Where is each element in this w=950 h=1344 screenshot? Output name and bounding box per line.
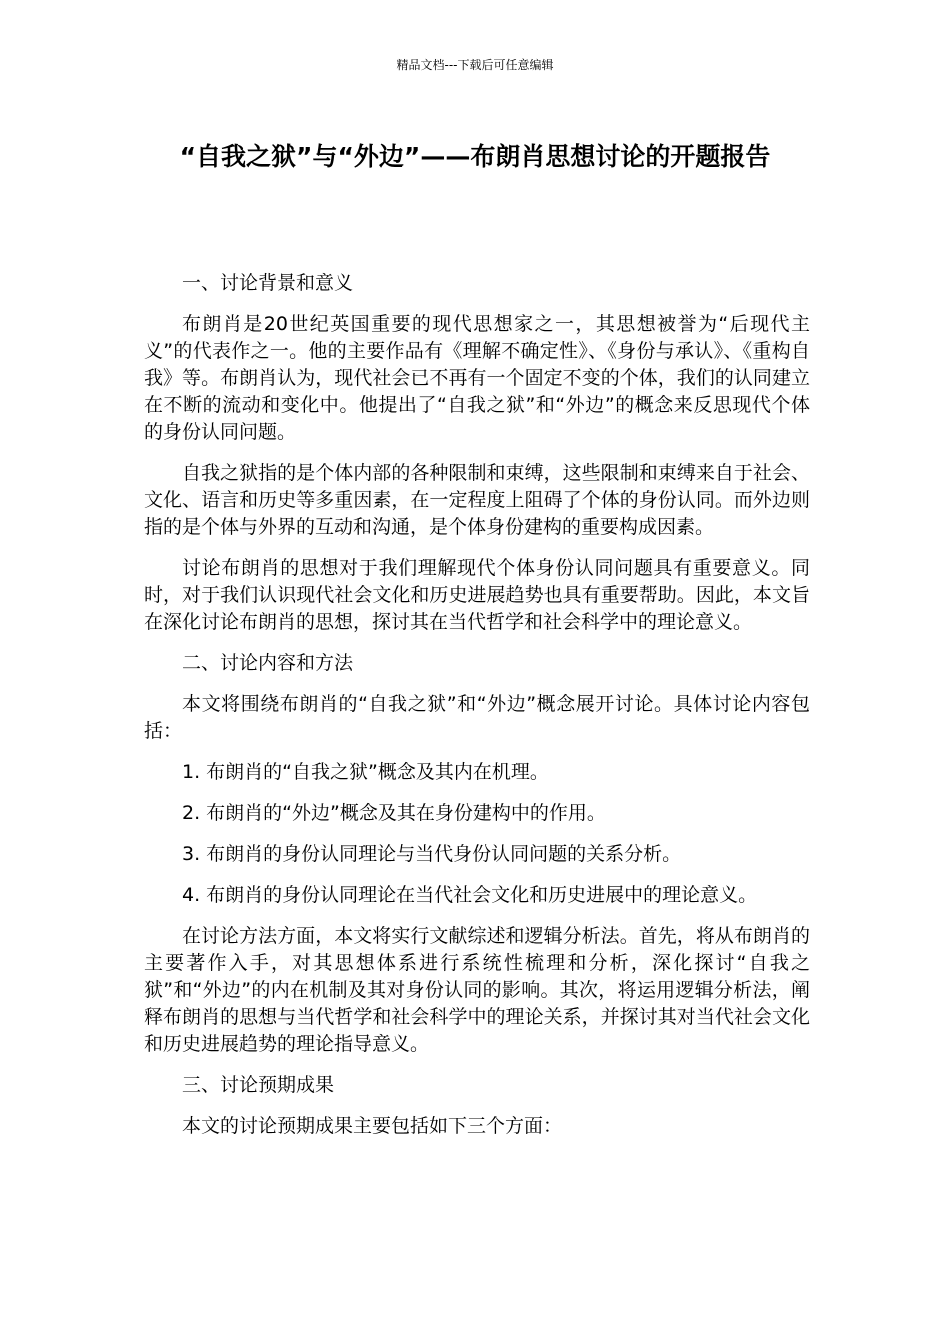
section-heading: 三、讨论预期成果: [182, 1074, 335, 1096]
paragraph: 本文的讨论预期成果主要包括如下三个方面：: [182, 1115, 563, 1137]
section-heading: 二、讨论内容和方法: [182, 652, 354, 674]
document-body: [144, 270, 810, 1154]
paragraph: 本文将围绕布朗肖的“自我之狱”和“外边”概念展开讨论。具体讨论内容包括：: [144, 693, 810, 742]
paragraph: 讨论布朗肖的思想对于我们理解现代个体身份认同问题具有重要意义。同时，对于我们认识现代社会文化和历史进展趋势也具有重要帮助。因此，本文旨在深化讨论布朗肖的思想，探讨其在当代哲学和社会科学中的理论意义。: [144, 557, 810, 633]
section-heading: 一、讨论背景和意义: [182, 272, 354, 294]
document-title: “自我之狱”与“外边”——布朗肖思想讨论的开题报告: [179, 142, 771, 171]
list-item: 2. 布朗肖的“外边”概念及其在身份建构中的作用。: [182, 802, 606, 824]
page-header: 精品文档---下载后可任意编辑: [396, 58, 554, 72]
paragraph: 自我之狱指的是个体内部的各种限制和束缚，这些限制和束缚来自于社会、文化、语言和历史等多重因素，在一定程度上阻碍了个体的身份认同。而外边则指的是个体与外界的互动和沟通，是个体身份建构的重要构成因素。: [144, 462, 810, 538]
list-item: 3. 布朗肖的身份认同理论与当代身份认同问题的关系分析。: [182, 843, 682, 865]
list-item: 4. 布朗肖的身份认同理论在当代社会文化和历史进展中的理论意义。: [182, 884, 758, 906]
list-item: 1. 布朗肖的“自我之狱”概念及其内在机理。: [182, 761, 549, 783]
paragraph: 布朗肖是20世纪英国重要的现代思想家之一，其思想被誉为“后现代主义”的代表作之一。他的主要作品有《理解不确定性》、《身份与承认》、《重构自我》等。布朗肖认为，现代社会已不再有一个固定不变的个体，我们的认同建立在不断的流动和变化中。他提出了“自我之狱”和“外边”的概念来反思现代个体的身份认同问题。: [144, 313, 810, 443]
paragraph: 在讨论方法方面，本文将实行文献综述和逻辑分析法。首先，将从布朗肖的主要著作入手，对其思想体系进行系统性梳理和分析，深化探讨“自我之狱”和“外边”的内在机制及其对身份认同的影响。其次，将运用逻辑分析法，阐释布朗肖的思想与当代哲学和社会科学中的理论关系，并探讨其对当代社会文化和历史进展趋势的理论指导意义。: [144, 925, 810, 1055]
